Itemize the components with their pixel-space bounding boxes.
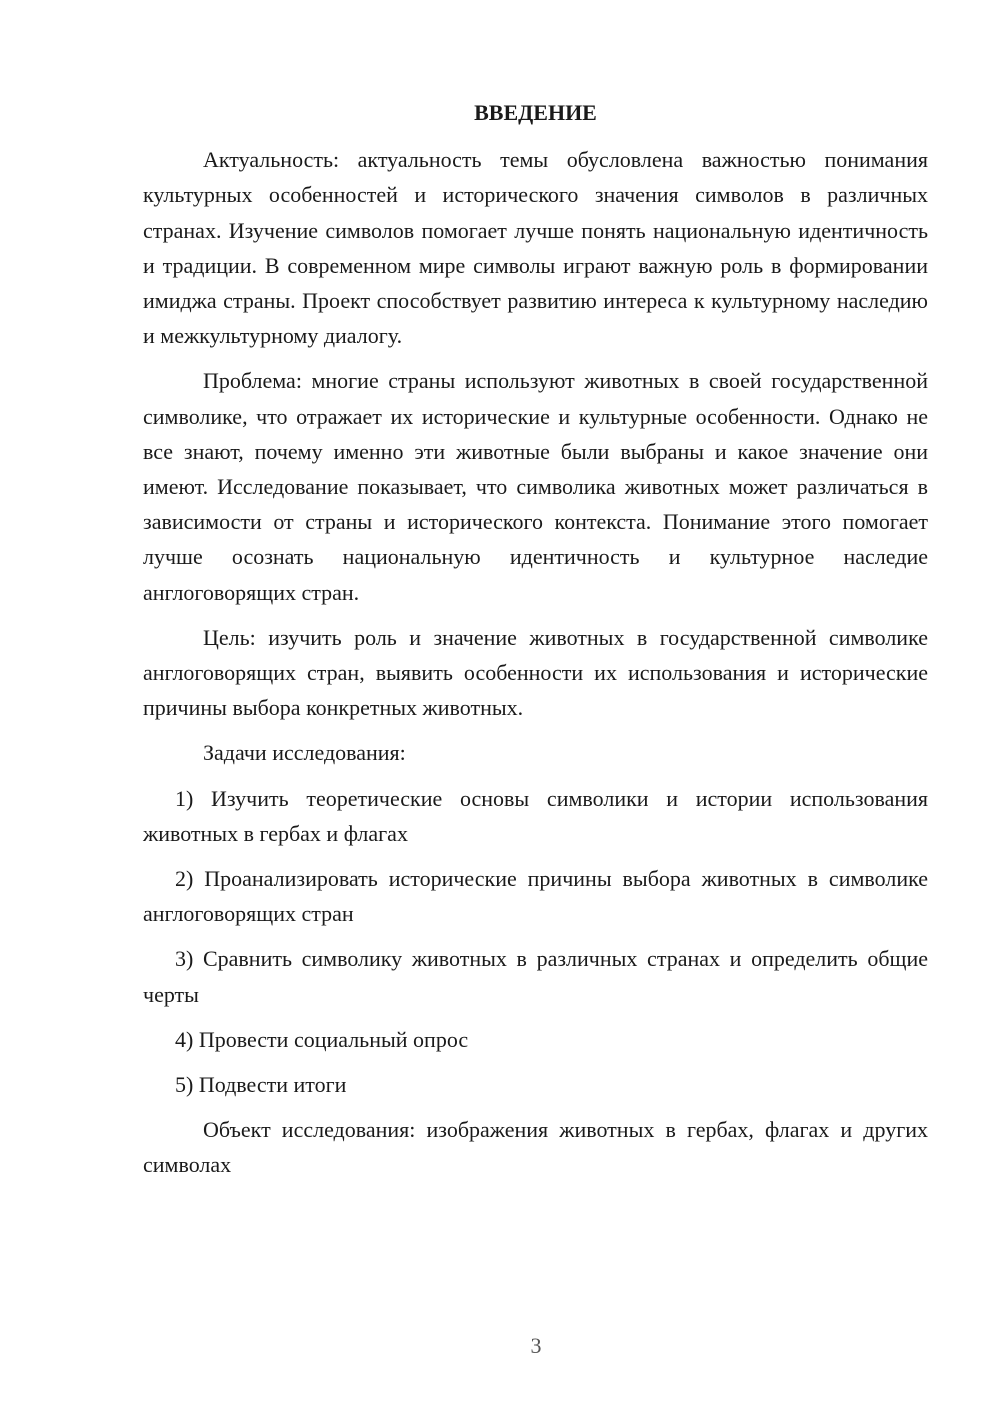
relevance-paragraph: Актуальность: актуальность темы обусловлена важностью понимания культурных особенностей и исторического значения символов в различных странах. Изучение символов помогает лучше понять национальную идентичность и традиции. В современном мире символы играют важную роль в формировании имиджа страны. Проект способствует развитию интереса к культурному наследию и межкультурному диалогу. — [143, 147, 928, 349]
task-item: 1) Изучить теоретические основы символики и истории использования животных в гербах и флагах — [143, 785, 928, 846]
object-paragraph: Объект исследования: изображения животных в гербах, флагах и других символах — [143, 1117, 928, 1178]
task-item: 3) Сравнить символику животных в различных странах и определить общие черты — [143, 946, 928, 1007]
task-item: 2) Проанализировать исторические причины выбора животных в символике англоговорящих стран — [143, 866, 928, 927]
section-heading: ВВЕДЕНИЕ — [474, 100, 597, 125]
document-page — [143, 95, 928, 1193]
tasks-title: Задачи исследования: — [203, 740, 406, 766]
task-item: 4) Провести социальный опрос — [175, 1026, 469, 1052]
problem-paragraph: Проблема: многие страны используют животных в своей государственной символике, что отражает их исторические и культурные особенности. Однако не все знают, почему именно эти животные были выбраны и какое значение они имеют. Исследование показывает, что символика животных может различаться в зависимости от страны и исторического контекста. Понимание этого помогает лучше осознать национальную идентичность и культурное наследие англоговорящих стран. — [143, 368, 928, 605]
page-number: 3 — [530, 1333, 542, 1358]
goal-paragraph: Цель: изучить роль и значение животных в государственной символике англоговорящих стран, выявить особенности их использования и исторические причины выбора конкретных животных. — [143, 624, 928, 721]
task-item: 5) Подвести итоги — [175, 1072, 347, 1098]
